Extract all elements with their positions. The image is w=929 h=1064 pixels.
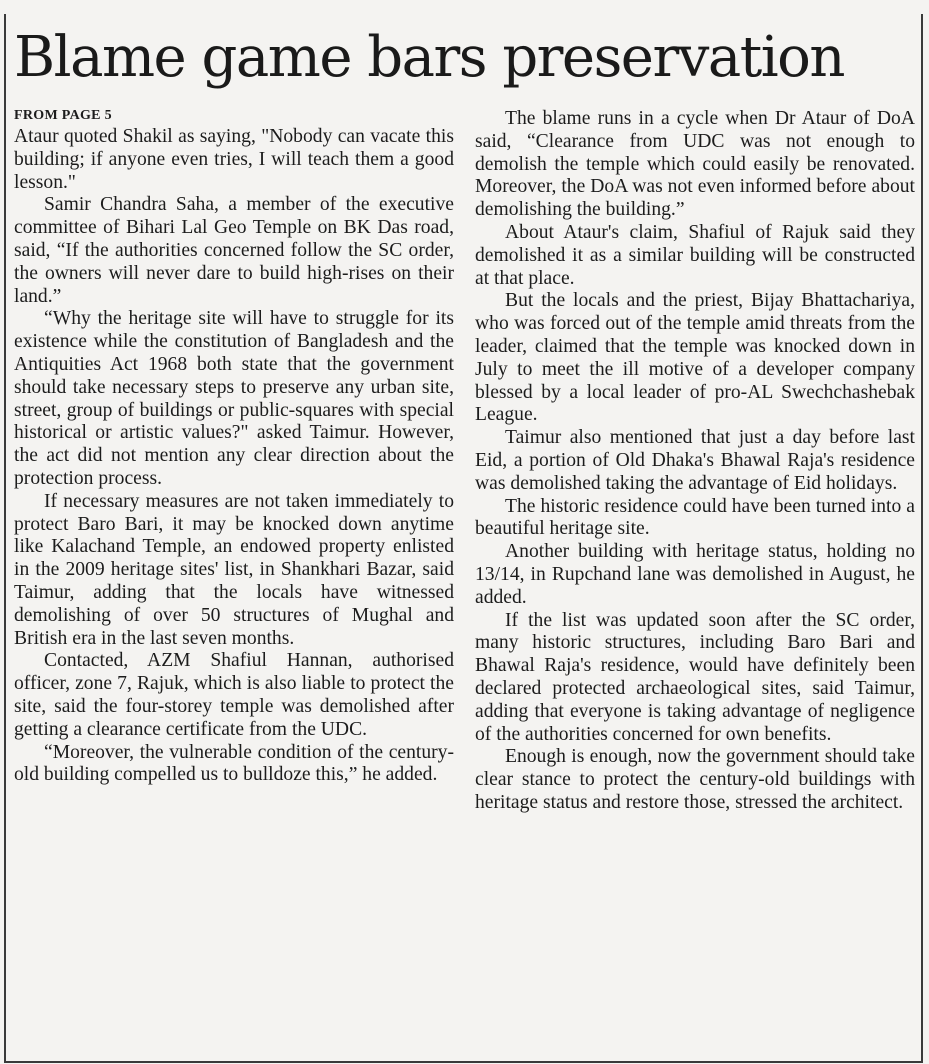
jump-label: FROM PAGE 5 xyxy=(14,108,112,123)
article-column-right xyxy=(475,106,915,815)
paragraph: But the locals and the priest, Bijay Bhattachariya, who was forced out of the temple amid threats from the leader, claimed that the temple was knocked down in July to meet the ill motive of a developer company blessed by a local leader of pro-AL Swechchashebak League. xyxy=(475,290,915,426)
paragraph: Enough is enough, now the government should take clear stance to protect the century-old buildings with heritage status and restore those, stressed the architect. xyxy=(475,746,915,813)
paragraph: If necessary measures are not taken immediately to protect Baro Bari, it may be knocked down anytime like Kalachand Temple, an endowed property enlisted in the 2009 heritage sites' list, in Shankhari Bazar, said Taimur, adding that the locals have witnessed demolishing of over 50 structures of Mughal and British era in the last seven months. xyxy=(14,490,454,649)
paragraph: Samir Chandra Saha, a member of the executive committee of Bihari Lal Geo Temple on BK Das road, said, “If the authorities concerned follow the SC order, the owners will never dare to build high-rises on their land.” xyxy=(14,194,454,307)
paragraph: Taimur also mentioned that just a day before last Eid, a portion of Old Dhaka's Bhawal Raja's residence was demolished taking the advantage of Eid holidays. xyxy=(475,427,915,494)
paragraph: “Why the heritage site will have to struggle for its existence while the constitution of Bangladesh and the Antiquities Act 1968 both state that the government should take necessary steps to preserve any urban site, street, group of buildings or public-squares with special historical or artistic values?" asked Taimur. However, the act did not mention any clear direction about the protection process. xyxy=(14,308,454,489)
headline: Blame game bars preservation xyxy=(14,25,844,90)
paragraph: Ataur quoted Shakil as saying, "Nobody can vacate this building; if anyone even tries, I will teach them a good lesson." xyxy=(14,126,454,193)
article-column-left xyxy=(14,106,454,787)
bottom-border-rule xyxy=(4,1061,923,1063)
paragraph: The historic residence could have been turned into a beautiful heritage site. xyxy=(475,495,915,540)
paragraph: The blame runs in a cycle when Dr Ataur of DoA said, “Clearance from UDC was not enough to demolish the temple which could easily be renovated. Moreover, the DoA was not even informed before about demolishing the building.” xyxy=(475,108,915,221)
paragraph: If the list was updated soon after the SC order, many historic structures, including Baro Bari and Bhawal Raja's residence, would have definitely been declared protected archaeological sites, said Taimur, adding that everyone is taking advantage of negligence of the authorities concerned for own benefits. xyxy=(475,609,915,745)
paragraph: About Ataur's claim, Shafiul of Rajuk said they demolished it as a similar building will be constructed at that place. xyxy=(475,221,915,289)
left-border-rule xyxy=(4,14,6,1062)
paragraph: Another building with heritage status, holding no 13/14, in Rupchand lane was demolished in August, he added. xyxy=(475,541,915,608)
paragraph: “Moreover, the vulnerable condition of the century-old building compelled us to bulldoze this,” he added. xyxy=(14,741,454,786)
right-border-rule xyxy=(921,14,923,1062)
paragraph: Contacted, AZM Shafiul Hannan, authorised officer, zone 7, Rajuk, which is also liable to protect the site, said the four-storey temple was demolished after getting a clearance certificate from the UDC. xyxy=(14,650,454,740)
